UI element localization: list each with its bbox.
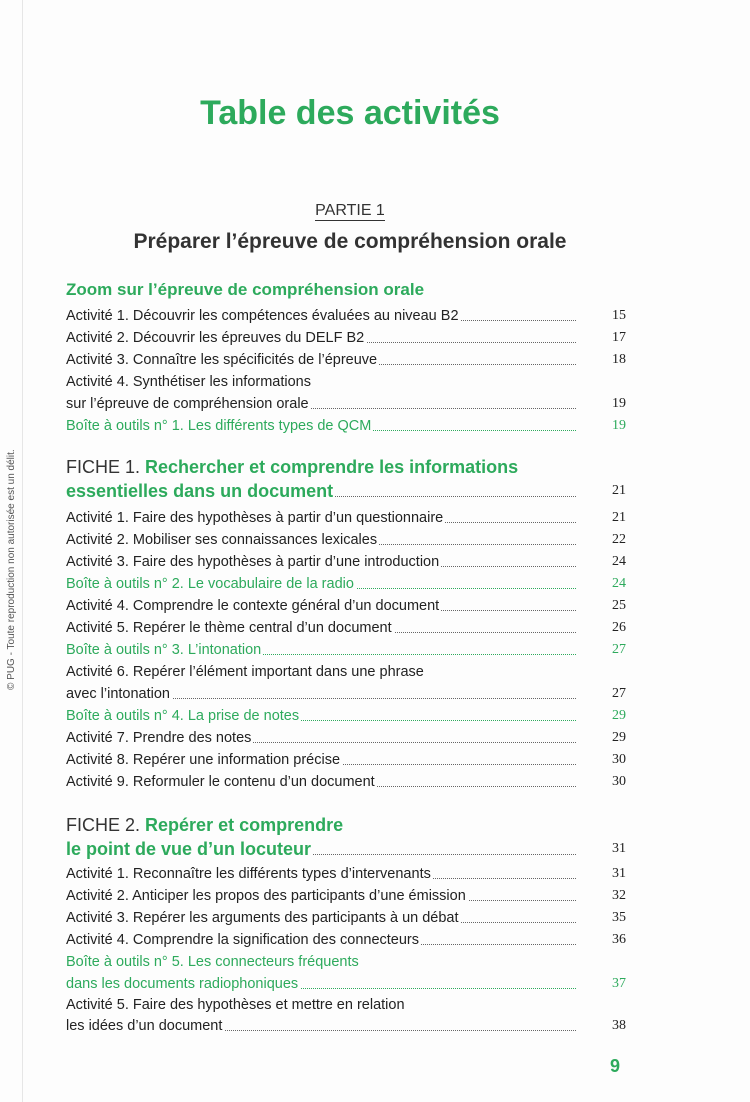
toc-entry-text: Activité 2. Anticiper les propos des participants d’une émission bbox=[66, 885, 468, 907]
toc-entry-page: 29 bbox=[612, 708, 626, 723]
zoom-heading: Zoom sur l’épreuve de compréhension orale bbox=[66, 280, 425, 299]
toc-entry-page: 24 bbox=[612, 576, 626, 591]
toc-entry-page: 19 bbox=[612, 396, 626, 411]
toc-entry-text: Boîte à outils n° 2. Le vocabulaire de la radio bbox=[66, 573, 356, 595]
toc-entry-fiche1-b3[interactable] bbox=[66, 639, 626, 661]
page-gutter-line bbox=[22, 0, 23, 1102]
toc-entry-page: 21 bbox=[612, 510, 626, 525]
toc-entry-fiche1-a4[interactable] bbox=[66, 595, 626, 617]
toc-entry-fiche1-a6[interactable] bbox=[66, 683, 626, 705]
toc-entry-zoom-a3[interactable] bbox=[66, 349, 626, 371]
fiche1-title: Rechercher et comprendre les informations bbox=[145, 457, 519, 477]
page-number: 9 bbox=[610, 1056, 621, 1076]
toc-entry-fiche2-b5-line1: Boîte à outils n° 5. Les connecteurs fréquents bbox=[66, 954, 359, 970]
fiche1-title-line1 bbox=[66, 455, 518, 479]
toc-entry-fiche1-a5[interactable] bbox=[66, 617, 626, 639]
toc-entry-fiche1-b4[interactable] bbox=[66, 705, 626, 727]
toc-entry-text: Boîte à outils n° 3. L’intonation bbox=[66, 639, 263, 661]
toc-entry-fiche1-head[interactable] bbox=[66, 479, 626, 503]
toc-entry-text: Activité 2. Mobiliser ses connaissances lexicales bbox=[66, 529, 379, 551]
fiche2-title: Repérer et comprendre bbox=[145, 815, 344, 835]
toc-entry-fiche1-a3[interactable] bbox=[66, 551, 626, 573]
toc-entry-text: Activité 1. Découvrir les compétences évaluées au niveau B2 bbox=[66, 305, 461, 327]
toc-entry-text: Activité 5. Repérer le thème central d’un document bbox=[66, 617, 394, 639]
toc-entry-text: essentielles dans un document bbox=[66, 481, 334, 501]
fiche2-label: FICHE 2. bbox=[66, 815, 141, 835]
toc-entry-fiche1-a6-line1: Activité 6. Repérer l’élément important dans une phrase bbox=[66, 664, 424, 680]
toc-entry-text: Activité 2. Découvrir les épreuves du DELF B2 bbox=[66, 327, 366, 349]
toc-entry-fiche2-a4[interactable] bbox=[66, 929, 626, 951]
fiche1-label: FICHE 1. bbox=[66, 457, 141, 477]
toc-entry-fiche2-a1[interactable] bbox=[66, 863, 626, 885]
toc-entry-text: Activité 3. Connaître les spécificités de l’épreuve bbox=[66, 349, 379, 371]
toc-entry-text: le point de vue d’un locuteur bbox=[66, 839, 312, 859]
partie-title: Préparer l’épreuve de compréhension orale bbox=[133, 230, 567, 253]
toc-entry-zoom-a2[interactable] bbox=[66, 327, 626, 349]
toc-entry-fiche1-a1[interactable] bbox=[66, 507, 626, 529]
toc-entry-text: Activité 4. Comprendre le contexte général d’un document bbox=[66, 595, 441, 617]
toc-entry-fiche2-a5[interactable] bbox=[66, 1015, 626, 1037]
toc-entry-fiche2-b5[interactable] bbox=[66, 973, 626, 995]
toc-entry-page: 32 bbox=[612, 888, 626, 903]
toc-entry-page: 25 bbox=[612, 598, 626, 613]
copyright-notice: © PUG - Toute reproduction non autorisée est un délit. bbox=[6, 449, 17, 690]
toc-entry-text: Activité 4. Comprendre la signification des connecteurs bbox=[66, 929, 421, 951]
toc-entry-text: Boîte à outils n° 4. La prise de notes bbox=[66, 705, 301, 727]
toc-entry-page: 22 bbox=[612, 532, 626, 547]
toc-entry-zoom-a1[interactable] bbox=[66, 305, 626, 327]
toc-entry-page: 29 bbox=[612, 730, 626, 745]
toc-entry-page: 30 bbox=[612, 752, 626, 767]
toc-entry-page: 31 bbox=[612, 841, 626, 856]
toc-entry-page: 38 bbox=[612, 1018, 626, 1033]
fiche2-title-line1 bbox=[66, 813, 343, 837]
toc-entry-fiche2-a3[interactable] bbox=[66, 907, 626, 929]
toc-entry-fiche2-a5-line1: Activité 5. Faire des hypothèses et mettre en relation bbox=[66, 997, 405, 1013]
toc-entry-page: 24 bbox=[612, 554, 626, 569]
toc-entry-page: 37 bbox=[612, 976, 626, 991]
toc-entry-page: 18 bbox=[612, 352, 626, 367]
toc-entry-page: 26 bbox=[612, 620, 626, 635]
toc-entry-page: 36 bbox=[612, 932, 626, 947]
toc-entry-fiche2-a2[interactable] bbox=[66, 885, 626, 907]
toc-entry-page: 31 bbox=[612, 866, 626, 881]
toc-entry-page: 15 bbox=[612, 308, 626, 323]
toc-entry-text: Activité 7. Prendre des notes bbox=[66, 727, 253, 749]
toc-entry-text: avec l’intonation bbox=[66, 683, 172, 705]
toc-entry-fiche2-head[interactable] bbox=[66, 837, 626, 861]
toc-entry-text: dans les documents radiophoniques bbox=[66, 973, 300, 995]
toc-entry-page: 21 bbox=[612, 483, 626, 498]
toc-entry-page: 19 bbox=[612, 418, 626, 433]
toc-entry-page: 27 bbox=[612, 642, 626, 657]
toc-entry-text: sur l’épreuve de compréhension orale bbox=[66, 393, 311, 415]
toc-entry-page: 27 bbox=[612, 686, 626, 701]
page-title: Table des activités bbox=[200, 94, 500, 132]
toc-entry-page: 30 bbox=[612, 774, 626, 789]
toc-entry-page: 35 bbox=[612, 910, 626, 925]
toc-entry-fiche1-a9[interactable] bbox=[66, 771, 626, 793]
toc-entry-text: Activité 3. Repérer les arguments des participants à un débat bbox=[66, 907, 461, 929]
toc-entry-text: Activité 3. Faire des hypothèses à partir d’une introduction bbox=[66, 551, 441, 573]
toc-entry-fiche1-a7[interactable] bbox=[66, 727, 626, 749]
toc-entry-text: Activité 8. Repérer une information précise bbox=[66, 749, 342, 771]
partie-label-text: PARTIE 1 bbox=[315, 202, 385, 219]
toc-entry-page: 17 bbox=[612, 330, 626, 345]
toc-entry-zoom-b1[interactable] bbox=[66, 415, 626, 437]
toc-entry-text: les idées d’un document bbox=[66, 1015, 224, 1037]
toc-entry-fiche1-a8[interactable] bbox=[66, 749, 626, 771]
toc-entry-text: Activité 1. Faire des hypothèses à partir d’un questionnaire bbox=[66, 507, 445, 529]
toc-entry-text: Boîte à outils n° 1. Les différents types de QCM bbox=[66, 415, 373, 437]
toc-entry-text: Activité 1. Reconnaître les différents types d’intervenants bbox=[66, 863, 433, 885]
toc-entry-fiche1-b2[interactable] bbox=[66, 573, 626, 595]
toc-entry-fiche1-a2[interactable] bbox=[66, 529, 626, 551]
partie-label bbox=[0, 202, 700, 220]
toc-entry-text: Activité 9. Reformuler le contenu d’un document bbox=[66, 771, 377, 793]
toc-entry-zoom-a4[interactable] bbox=[66, 393, 626, 415]
toc-entry-zoom-a4-line1: Activité 4. Synthétiser les informations bbox=[66, 374, 311, 390]
